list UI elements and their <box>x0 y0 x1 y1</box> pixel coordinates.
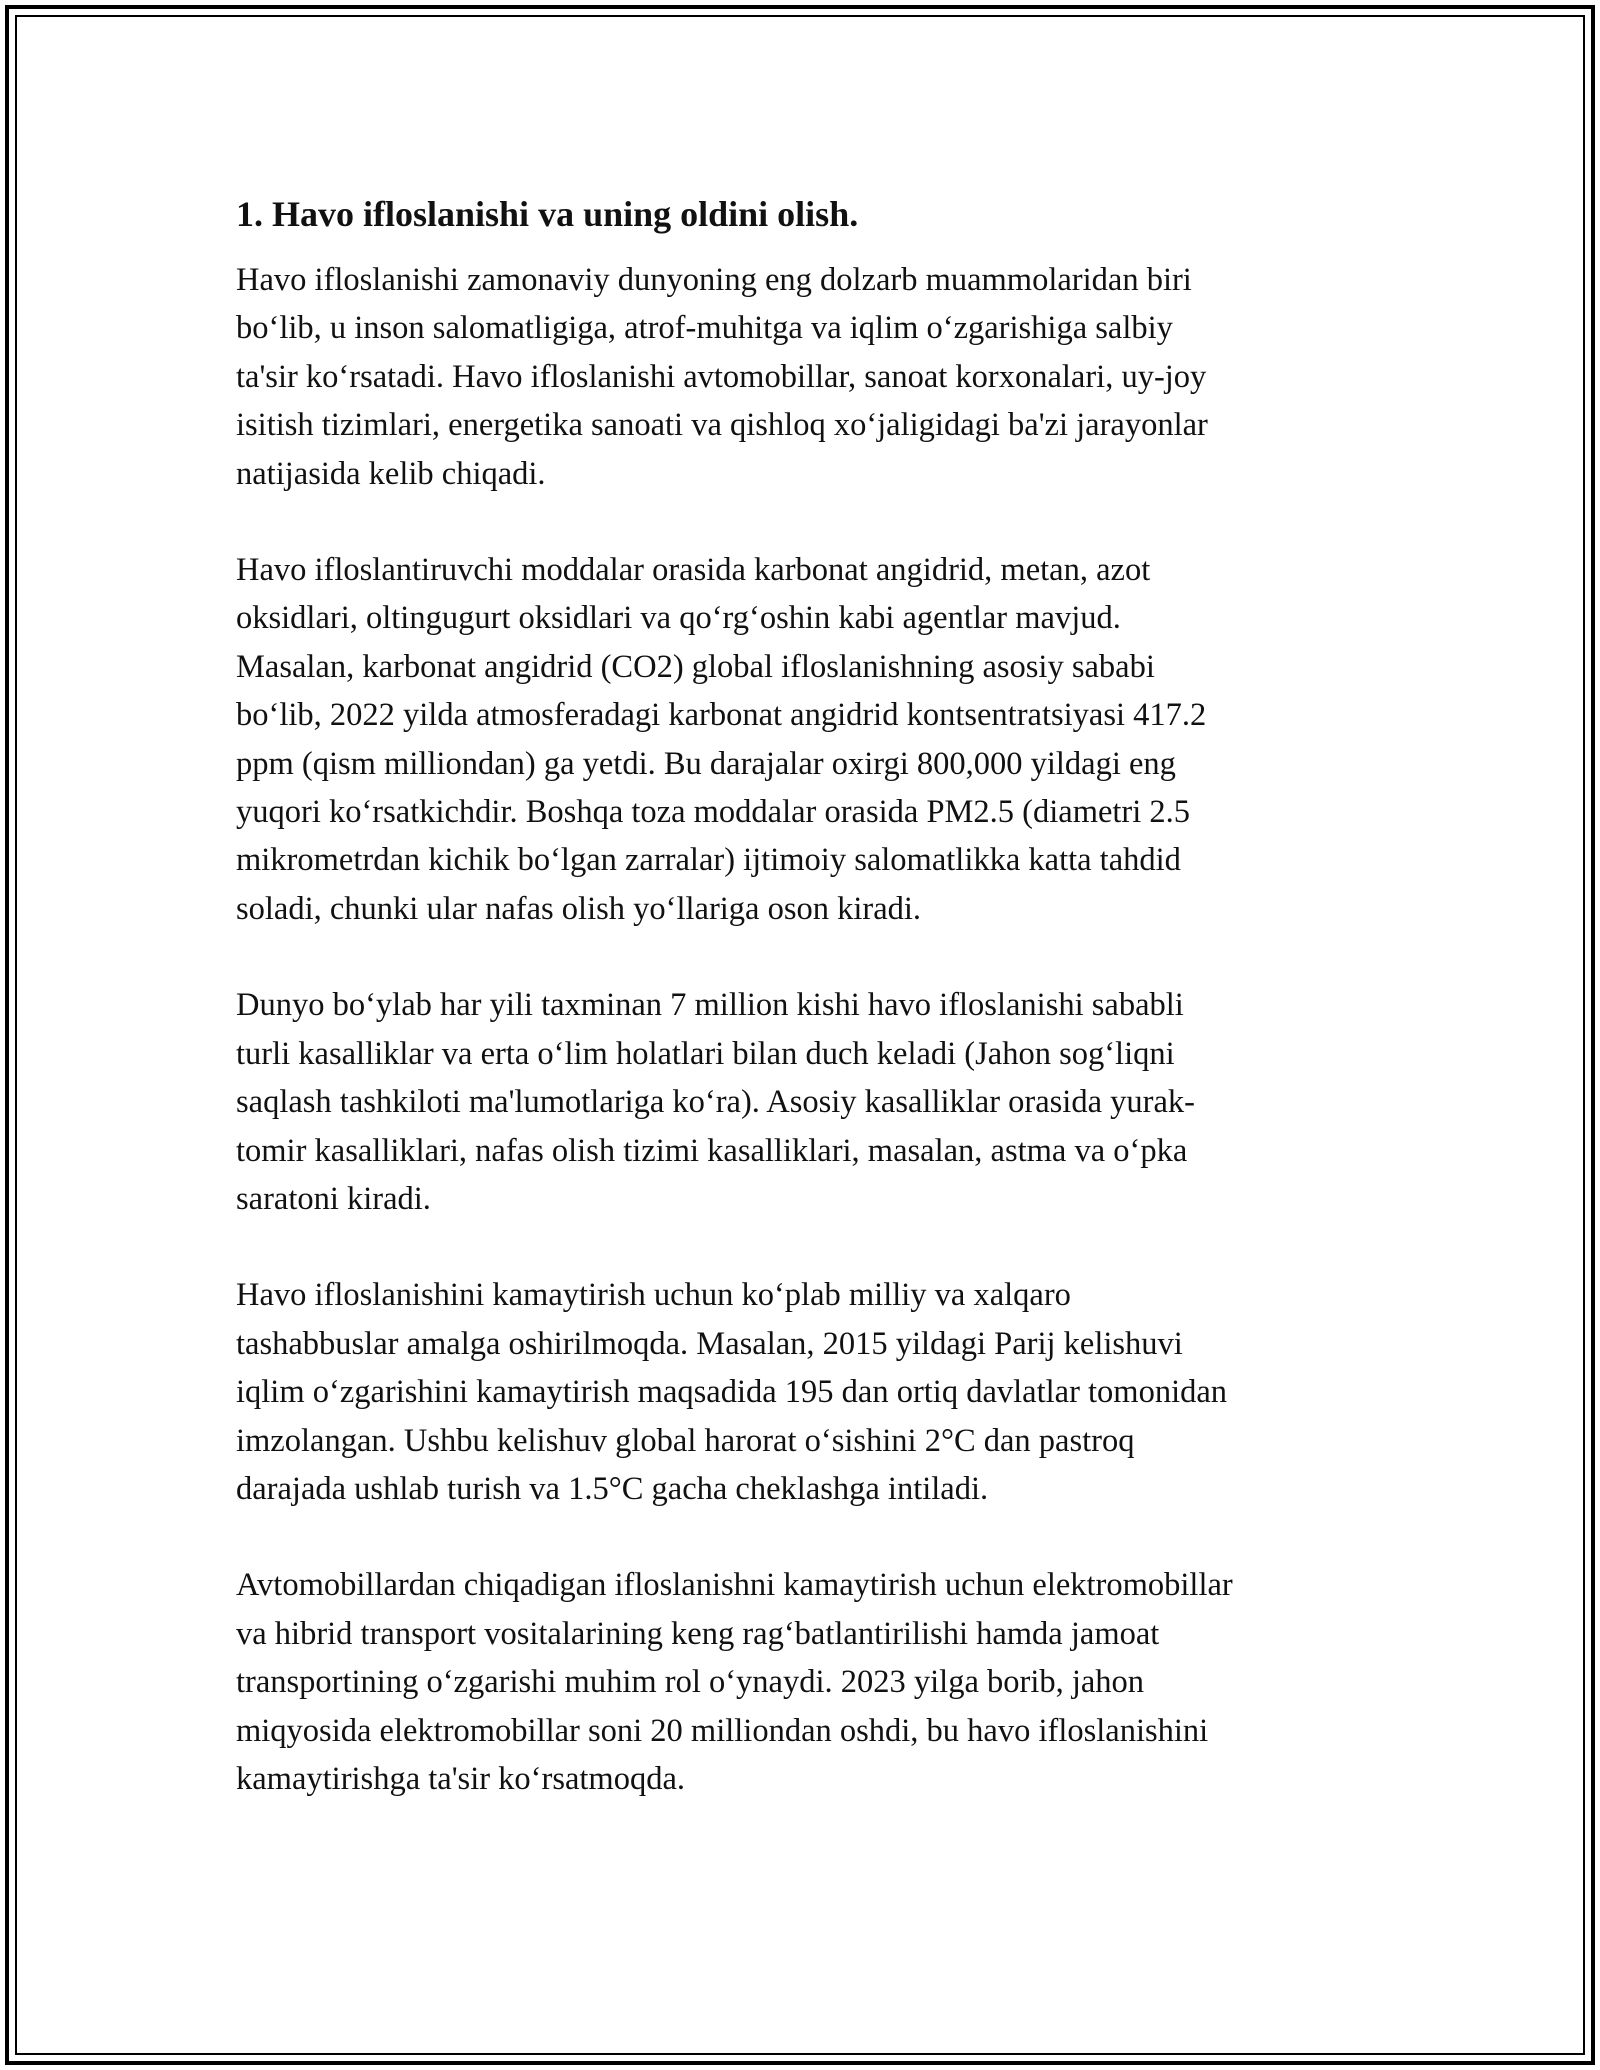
paragraph-transport: Avtomobillardan chiqadigan ifloslanishni kamaytirish uchun elektromobillar va hibrid transport vositalarining keng rag‘batlantirilishi hamda jamoat transportining o‘zgarishi muhim rol o‘ynaydi. 2023 yilga borib, jahon miqyosida elektromobillar soni 20 milliondan oshdi, bu havo ifloslanishini kamaytirishga ta'sir ko‘rsatmoqda. <box>236 1567 1233 1797</box>
section-heading: 1. Havo ifloslanishi va uning oldini olish. <box>236 194 859 234</box>
paragraph-intro: Havo ifloslanishi zamonaviy dunyoning eng dolzarb muammolaridan biri bo‘lib, u inson salomatligiga, atrof-muhitga va iqlim o‘zgarishiga salbiy ta'sir ko‘rsatadi. Havo ifloslanishi avtomobillar, sanoat korxonalari, uy-joy isitish tizimlari, energetika sanoati va qishloq xo‘jaligidagi ba'zi jarayonlar natijasida kelib chiqadi. <box>236 262 1208 492</box>
document-body <box>236 188 1386 1851</box>
paragraph-pollutants: Havo ifloslantiruvchi moddalar orasida karbonat angidrid, metan, azot oksidlari, oltingugurt oksidlari va qo‘rg‘oshin kabi agentlar mavjud. Masalan, karbonat angidrid (CO2) global ifloslanishning asosiy sababi bo‘lib, 2022 yilda atmosferadagi karbonat angidrid kontsentratsiyasi 417.2 ppm (qism milliondan) ga yetdi. Bu darajalar oxirgi 800,000 yildagi eng yuqori ko‘rsatkichdir. Boshqa toza moddalar orasida PM2.5 (diametri 2.5 mikrometrdan kichik bo‘lgan zarralar) ijtimoiy salomatlikka katta tahdid soladi, chunki ular nafas olish yo‘llariga oson kiradi. <box>236 552 1207 927</box>
paragraph-health: Dunyo bo‘ylab har yili taxminan 7 million kishi havo ifloslanishi sababli turli kasalliklar va erta o‘lim holatlari bilan duch keladi (Jahon sog‘liqni saqlash tashkiloti ma'lumotlariga ko‘ra). Asosiy kasalliklar orasida yurak- tomir kasalliklari, nafas olish tizimi kasalliklari, masalan, astma va o‘pka saratoni kiradi. <box>236 987 1195 1217</box>
paragraph-initiatives: Havo ifloslanishini kamaytirish uchun ko‘plab milliy va xalqaro tashabbuslar amalga oshirilmoqda. Masalan, 2015 yildagi Parij kelishuvi iqlim o‘zgarishini kamaytirish maqsadida 195 dan ortiq davlatlar tomonidan imzolangan. Ushbu kelishuv global harorat o‘sishini 2°C dan pastroq darajada ushlab turish va 1.5°C gacha cheklashga intiladi. <box>236 1277 1228 1507</box>
